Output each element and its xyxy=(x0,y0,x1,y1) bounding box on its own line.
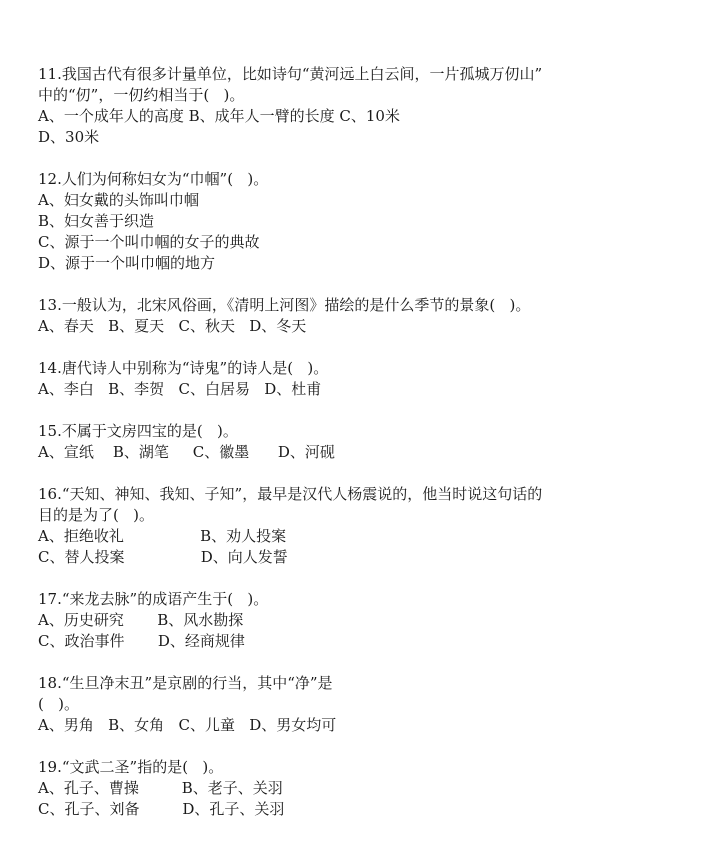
option-line: D、源于一个叫巾帼的地方 xyxy=(38,254,216,272)
question-number: 11. xyxy=(38,65,62,83)
question-line: 中的“仞”，一仞约相当于( )。 xyxy=(38,86,245,104)
question-12 xyxy=(38,169,688,274)
option-line: C、政治事件 D、经商规律 xyxy=(38,632,245,650)
option-line: C、孔子、刘备 D、孔子、关羽 xyxy=(38,800,285,818)
question-text xyxy=(38,673,688,694)
document-page xyxy=(38,64,688,841)
question-19 xyxy=(38,757,688,820)
question-number: 14. xyxy=(38,359,62,377)
question-number: 18. xyxy=(38,674,62,692)
question-16 xyxy=(38,484,688,568)
question-line: 唐代诗人中别称为“诗鬼”的诗人是( )。 xyxy=(61,359,329,377)
option-line: C、源于一个叫巾帼的女子的典故 xyxy=(38,233,260,251)
question-number: 16. xyxy=(38,485,62,503)
question-text xyxy=(38,169,688,190)
option-line: A、妇女戴的头饰叫巾帼 xyxy=(38,191,199,209)
question-line: 不属于文房四宝的是( )。 xyxy=(61,422,238,440)
option-line: A、春天 B、夏天 C、秋天 D、冬天 xyxy=(38,317,307,335)
question-line: 一般认为，北宋风俗画，《清明上河图》描绘的是什么季节的景象( )。 xyxy=(61,296,531,314)
question-14 xyxy=(38,358,688,400)
option-line: A、拒绝收礼 B、劝人投案 xyxy=(38,527,287,545)
option-line: A、宣纸 B、湖笔 C、徽墨 D、河砚 xyxy=(38,443,335,461)
question-number: 19. xyxy=(38,758,62,776)
option-line: C、替人投案 D、向人发誓 xyxy=(38,548,288,566)
question-text xyxy=(38,295,688,316)
question-text xyxy=(38,358,688,379)
question-text xyxy=(38,757,688,778)
question-text xyxy=(38,421,688,442)
question-line: 人们为何称妇女为“巾帼”( )。 xyxy=(61,170,269,188)
option-line: A、一个成年人的高度 B、成年人一臂的长度 C、10米 xyxy=(38,107,400,125)
option-line: D、30米 xyxy=(38,128,100,146)
option-line: A、历史研究 B、风水勘探 xyxy=(38,611,244,629)
option-line: A、李白 B、李贺 C、白居易 D、杜甫 xyxy=(38,380,322,398)
question-number: 13. xyxy=(38,296,62,314)
question-13 xyxy=(38,295,688,337)
option-line: B、妇女善于织造 xyxy=(38,212,155,230)
question-text xyxy=(38,484,688,505)
question-11 xyxy=(38,64,688,148)
question-number: 17. xyxy=(38,590,62,608)
question-line: “生旦净末丑”是京剧的行当，其中“净”是 xyxy=(61,674,333,692)
question-text xyxy=(38,589,688,610)
option-line: A、男角 B、女角 C、儿童 D、男女均可 xyxy=(38,716,337,734)
question-line: “来龙去脉”的成语产生于( )。 xyxy=(61,590,269,608)
question-15 xyxy=(38,421,688,463)
question-number: 15. xyxy=(38,422,62,440)
question-text xyxy=(38,64,688,85)
question-line: “天知、神知、我知、子知”，最早是汉代人杨震说的，他当时说这句话的 xyxy=(61,485,543,503)
question-line: “文武二圣”指的是( )。 xyxy=(61,758,224,776)
question-line: 我国古代有很多计量单位，比如诗句“黄河远上白云间，一片孤城万仞山” xyxy=(61,65,543,83)
option-line: A、孔子、曹操 B、老子、关羽 xyxy=(38,779,283,797)
question-17 xyxy=(38,589,688,652)
question-number: 12. xyxy=(38,170,62,188)
question-18 xyxy=(38,673,688,736)
question-line: 目的是为了( )。 xyxy=(38,506,155,524)
question-line: ( )。 xyxy=(38,695,80,713)
